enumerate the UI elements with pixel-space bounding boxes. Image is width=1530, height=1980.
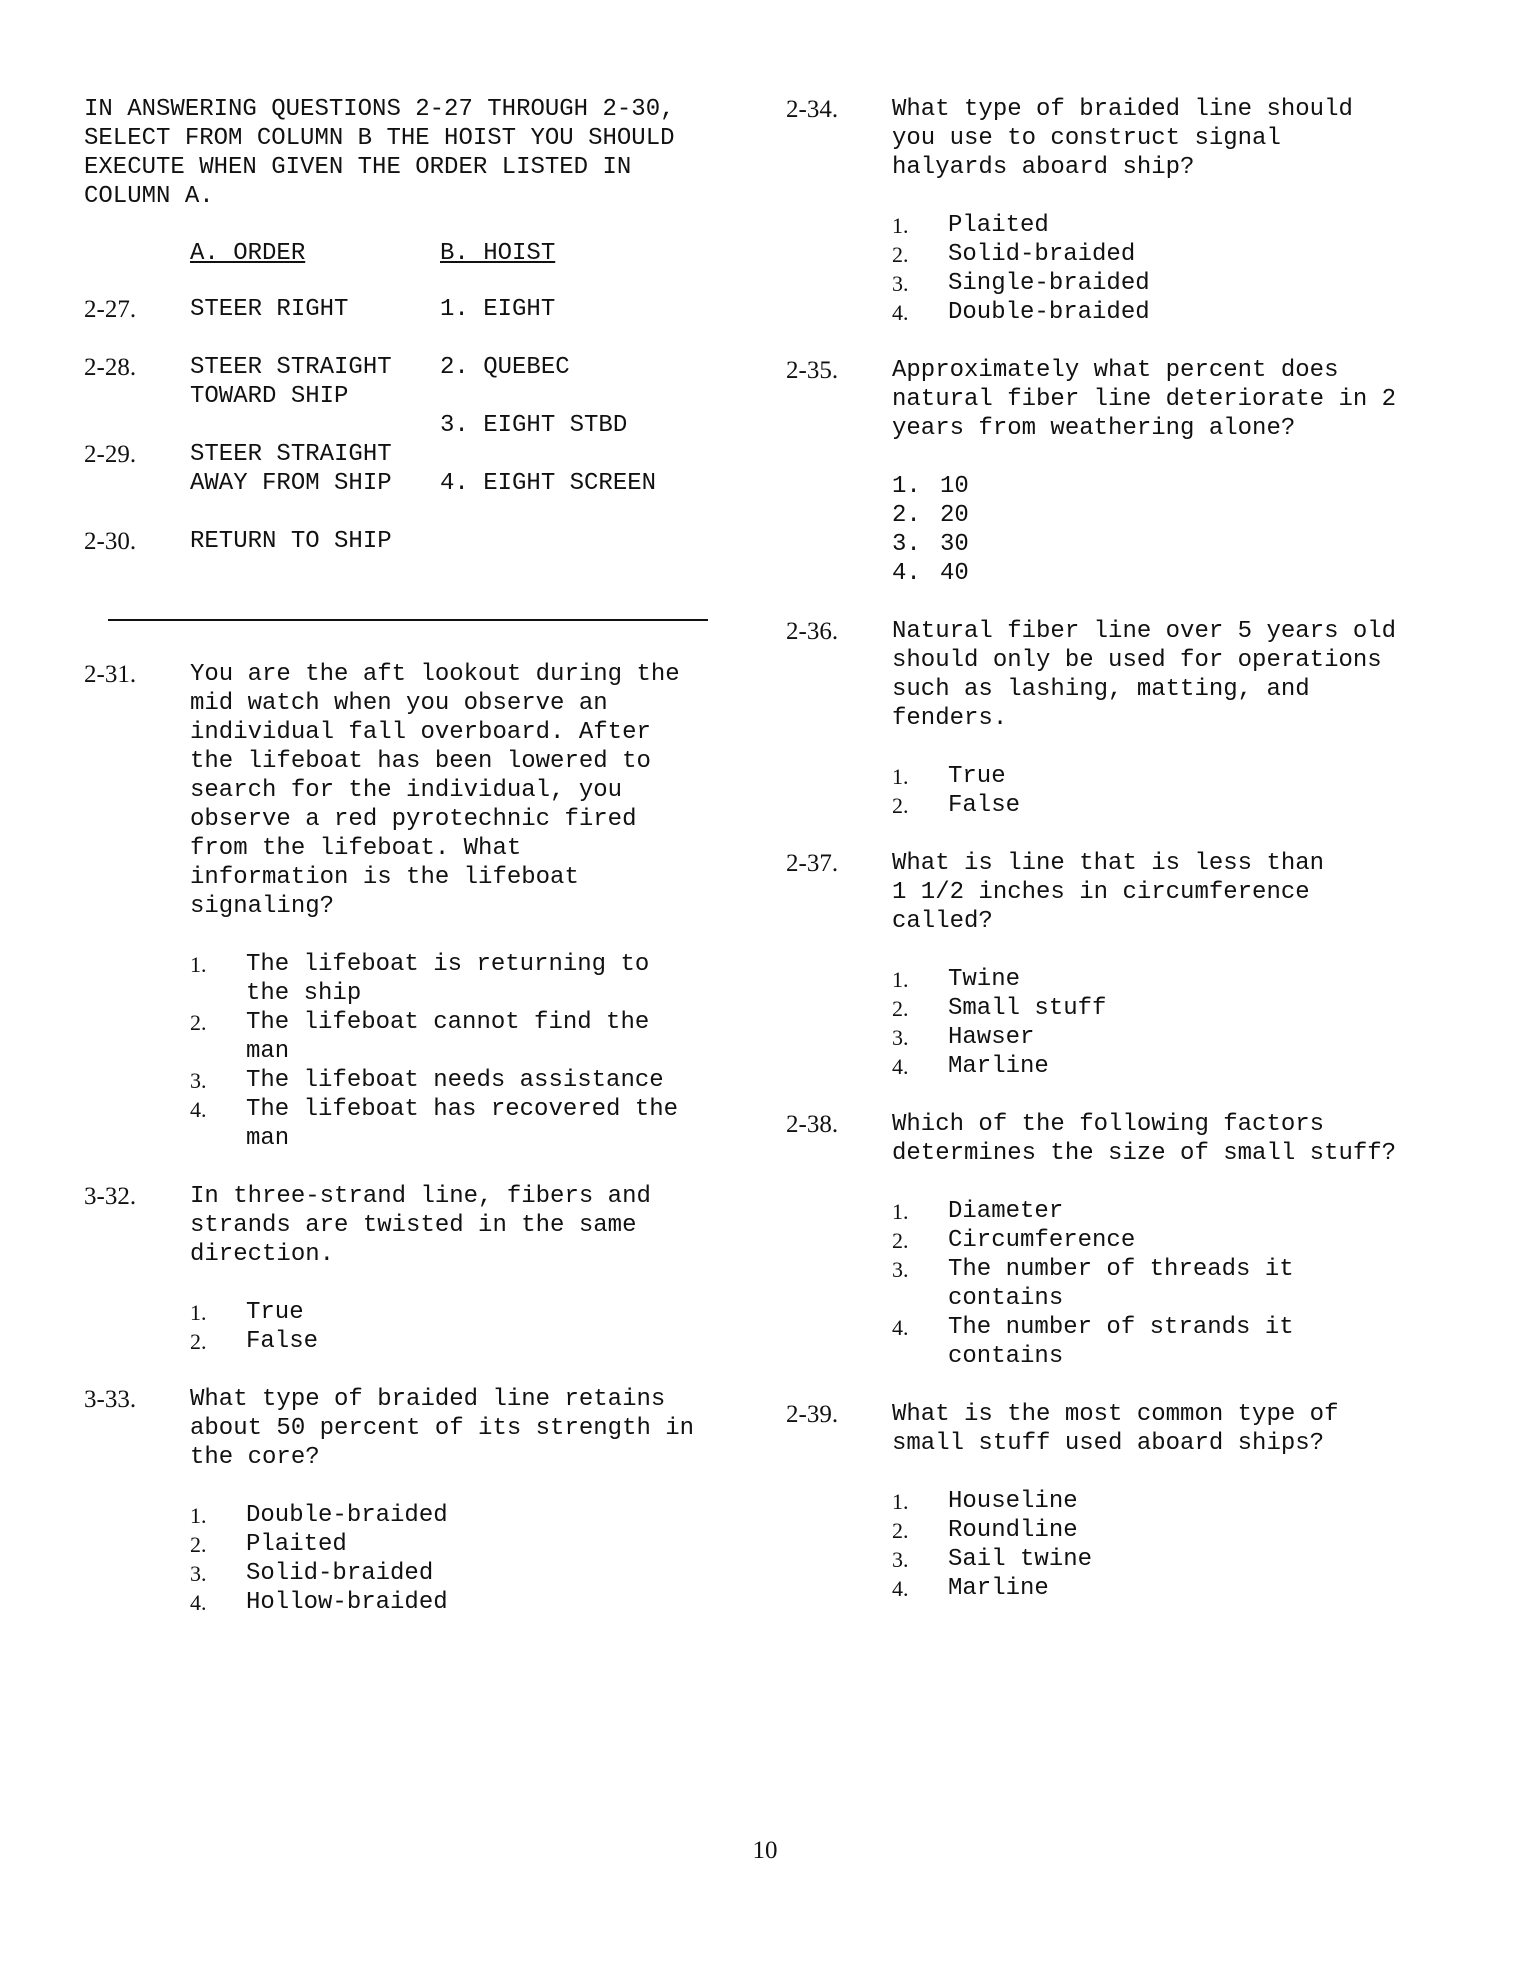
answer-option[interactable] (892, 501, 1426, 530)
option-number: 2. (892, 996, 909, 1021)
option-text: Hawser (948, 1024, 1035, 1051)
left-column (84, 95, 724, 556)
question-body (190, 1182, 724, 1356)
option-number: 3. (892, 531, 921, 558)
question-number: 3-32. (84, 1183, 137, 1210)
answer-option[interactable] (892, 298, 1426, 327)
question-number: 3-33. (84, 1386, 137, 1413)
answer-option[interactable] (190, 1095, 724, 1153)
answer-options (892, 965, 1426, 1081)
question (786, 1110, 1426, 1371)
answer-option[interactable] (892, 1545, 1426, 1574)
option-number: 1. (190, 1300, 207, 1325)
order-text: RETURN TO SHIP (190, 528, 392, 555)
matching-header (84, 239, 724, 268)
option-number: 3. (892, 271, 909, 296)
option-text: Marline (948, 1575, 1049, 1602)
question-body (190, 1385, 724, 1617)
option-number: 1. (190, 1503, 207, 1528)
option-text: The lifeboat has recovered the man (246, 1096, 679, 1152)
answer-option[interactable] (892, 1052, 1426, 1081)
question-number: 2-34. (786, 96, 839, 123)
question-body (892, 95, 1426, 327)
answer-option[interactable] (190, 1008, 724, 1066)
option-text: 20 (940, 502, 969, 529)
matching-instructions: IN ANSWERING QUESTIONS 2-27 THROUGH 2-30, SELECT FROM COLUMN B THE HOIST YOU SHOULD EXECUTE WHEN GIVEN THE ORDER LISTED IN COLUMN A. (84, 96, 675, 210)
matching-row (84, 527, 724, 556)
option-number: 2. (190, 1329, 207, 1354)
answer-option[interactable] (190, 1588, 724, 1617)
option-text: Diameter (948, 1198, 1064, 1225)
question-number: 2-31. (84, 661, 137, 688)
option-text: Plaited (246, 1531, 347, 1558)
option-text: Roundline (948, 1517, 1078, 1544)
option-text: Double-braided (246, 1502, 448, 1529)
answer-option[interactable] (190, 1559, 724, 1588)
question-number: 2-29. (84, 441, 137, 468)
question-stem: What is line that is less than 1 1/2 inches in circumference called? (892, 850, 1325, 935)
option-text: Solid-braided (948, 241, 1136, 268)
option-number: 4. (892, 300, 909, 325)
option-number: 2. (892, 242, 909, 267)
answer-option[interactable] (892, 1255, 1426, 1313)
option-text: Plaited (948, 212, 1049, 239)
option-text: Twine (948, 966, 1021, 993)
answer-option[interactable] (190, 950, 724, 1008)
option-number: 3. (190, 1068, 207, 1093)
answer-option[interactable] (892, 1487, 1426, 1516)
question-stem: In three-strand line, fibers and strands are twisted in the same direction. (190, 1183, 651, 1268)
question-number: 2-35. (786, 357, 839, 384)
left-question-list (84, 660, 724, 1617)
question-number: 2-30. (84, 528, 137, 555)
hoist-text: 3. EIGHT STBD (440, 412, 628, 439)
answer-option[interactable] (892, 269, 1426, 298)
option-number: 3. (892, 1547, 909, 1572)
option-text: Marline (948, 1053, 1049, 1080)
option-text: 40 (940, 560, 969, 587)
option-text: Sail twine (948, 1546, 1093, 1573)
option-number: 3. (892, 1257, 909, 1282)
option-text: Hollow-braided (246, 1589, 448, 1616)
question-number: 2-37. (786, 850, 839, 877)
hoist-text: 1. EIGHT (440, 296, 556, 323)
question-body (892, 356, 1426, 588)
answer-option[interactable] (892, 1197, 1426, 1226)
question-body (892, 1110, 1426, 1371)
question (786, 356, 1426, 588)
right-question-list (786, 95, 1426, 1603)
answer-option[interactable] (892, 1516, 1426, 1545)
option-text: Circumference (948, 1227, 1136, 1254)
option-number: 2. (190, 1010, 207, 1035)
matching-row (84, 295, 724, 324)
question (84, 660, 724, 1153)
answer-option[interactable] (190, 1501, 724, 1530)
option-text: Double-braided (948, 299, 1150, 326)
option-text: Single-braided (948, 270, 1150, 297)
answer-options (892, 472, 1426, 588)
answer-options (892, 762, 1426, 820)
option-text: The number of threads it contains (948, 1256, 1294, 1312)
answer-options (892, 1487, 1426, 1603)
option-number: 1. (892, 764, 909, 789)
option-text: 30 (940, 531, 969, 558)
question-stem: What type of braided line retains about 50 percent of its strength in the core? (190, 1386, 695, 1471)
question (786, 617, 1426, 820)
question-body (892, 617, 1426, 820)
answer-option[interactable] (892, 965, 1426, 994)
option-number: 2. (892, 1518, 909, 1543)
answer-option[interactable] (892, 1226, 1426, 1255)
answer-option[interactable] (892, 559, 1426, 588)
question-number: 2-36. (786, 618, 839, 645)
option-text: The number of strands it contains (948, 1314, 1294, 1370)
option-number: 2. (892, 1228, 909, 1253)
question-stem: Which of the following factors determines the size of small stuff? (892, 1111, 1397, 1167)
answer-option[interactable] (892, 1574, 1426, 1603)
question-stem: You are the aft lookout during the mid watch when you observe an individual fall overboard. After the lifeboat has been lowered to search for the individual, you observe a red pyrotechnic fired from the lifeboat. What information is the lifeboat signaling? (190, 661, 680, 920)
option-number: 3. (190, 1561, 207, 1586)
question-number: 2-28. (84, 354, 137, 381)
answer-options (190, 950, 724, 1153)
option-number: 2. (190, 1532, 207, 1557)
option-text: Houseline (948, 1488, 1078, 1515)
option-number: 4. (892, 1315, 909, 1340)
answer-option[interactable] (190, 1066, 724, 1095)
option-number: 4. (190, 1097, 207, 1122)
question-stem: What type of braided line should you use to construct signal halyards aboard ship? (892, 96, 1353, 181)
question-number: 2-27. (84, 296, 137, 323)
page-number: 10 (752, 1837, 778, 1864)
question (786, 95, 1426, 327)
order-text: STEER STRAIGHT TOWARD SHIP (190, 354, 392, 410)
answer-option[interactable] (892, 1023, 1426, 1052)
question (84, 1182, 724, 1356)
option-text: The lifeboat is returning to the ship (246, 951, 650, 1007)
option-number: 1. (892, 967, 909, 992)
question (786, 1400, 1426, 1603)
matching-row (84, 411, 724, 498)
question-body (190, 660, 724, 1153)
matching-row (84, 353, 724, 411)
answer-option[interactable] (892, 1313, 1426, 1371)
order-text: STEER RIGHT (190, 296, 349, 323)
option-text: 10 (940, 473, 969, 500)
question-stem: Natural fiber line over 5 years old should only be used for operations such as lashing, matting, and fenders. (892, 618, 1397, 732)
option-text: False (246, 1328, 319, 1355)
answer-option[interactable] (892, 762, 1426, 791)
option-number: 4. (892, 1576, 909, 1601)
column-b-heading: B. HOIST (440, 240, 556, 267)
option-number: 1. (190, 952, 207, 977)
question-stem: What is the most common type of small stuff used aboard ships? (892, 1401, 1339, 1457)
option-text: True (948, 763, 1006, 790)
answer-option[interactable] (190, 1298, 724, 1327)
option-number: 1. (892, 213, 909, 238)
answer-option[interactable] (892, 240, 1426, 269)
question (84, 1385, 724, 1617)
option-number: 2. (892, 793, 909, 818)
question-stem: Approximately what percent does natural fiber line deteriorate in 2 years from weathering alone? (892, 357, 1397, 442)
option-text: Small stuff (948, 995, 1107, 1022)
option-number: 1. (892, 1199, 909, 1224)
matching-table (84, 295, 724, 556)
question (786, 849, 1426, 1081)
answer-option[interactable] (190, 1327, 724, 1356)
answer-option[interactable] (892, 472, 1426, 501)
answer-option[interactable] (190, 1530, 724, 1559)
question-number: 2-39. (786, 1401, 839, 1428)
option-number: 4. (190, 1590, 207, 1615)
option-text: The lifeboat needs assistance (246, 1067, 664, 1094)
option-number: 2. (892, 502, 921, 529)
question-body (892, 849, 1426, 1081)
option-number: 4. (892, 560, 921, 587)
answer-option[interactable] (892, 791, 1426, 820)
section-divider (108, 619, 708, 621)
option-number: 3. (892, 1025, 909, 1050)
hoist-text: 4. EIGHT SCREEN (440, 470, 657, 497)
order-text: STEER STRAIGHT AWAY FROM SHIP (190, 441, 392, 497)
answer-options (892, 211, 1426, 327)
option-number: 4. (892, 1054, 909, 1079)
answer-option[interactable] (892, 211, 1426, 240)
option-text: True (246, 1299, 304, 1326)
answer-option[interactable] (892, 994, 1426, 1023)
answer-options (190, 1501, 724, 1617)
option-number: 1. (892, 473, 921, 500)
hoist-text: 2. QUEBEC (440, 354, 570, 381)
option-text: The lifeboat cannot find the man (246, 1009, 650, 1065)
option-number: 1. (892, 1489, 909, 1514)
answer-options (190, 1298, 724, 1356)
answer-option[interactable] (892, 530, 1426, 559)
option-text: Solid-braided (246, 1560, 434, 1587)
option-text: False (948, 792, 1021, 819)
column-a-heading: A. ORDER (190, 240, 306, 267)
question-body (892, 1400, 1426, 1603)
question-number: 2-38. (786, 1111, 839, 1138)
answer-options (892, 1197, 1426, 1371)
